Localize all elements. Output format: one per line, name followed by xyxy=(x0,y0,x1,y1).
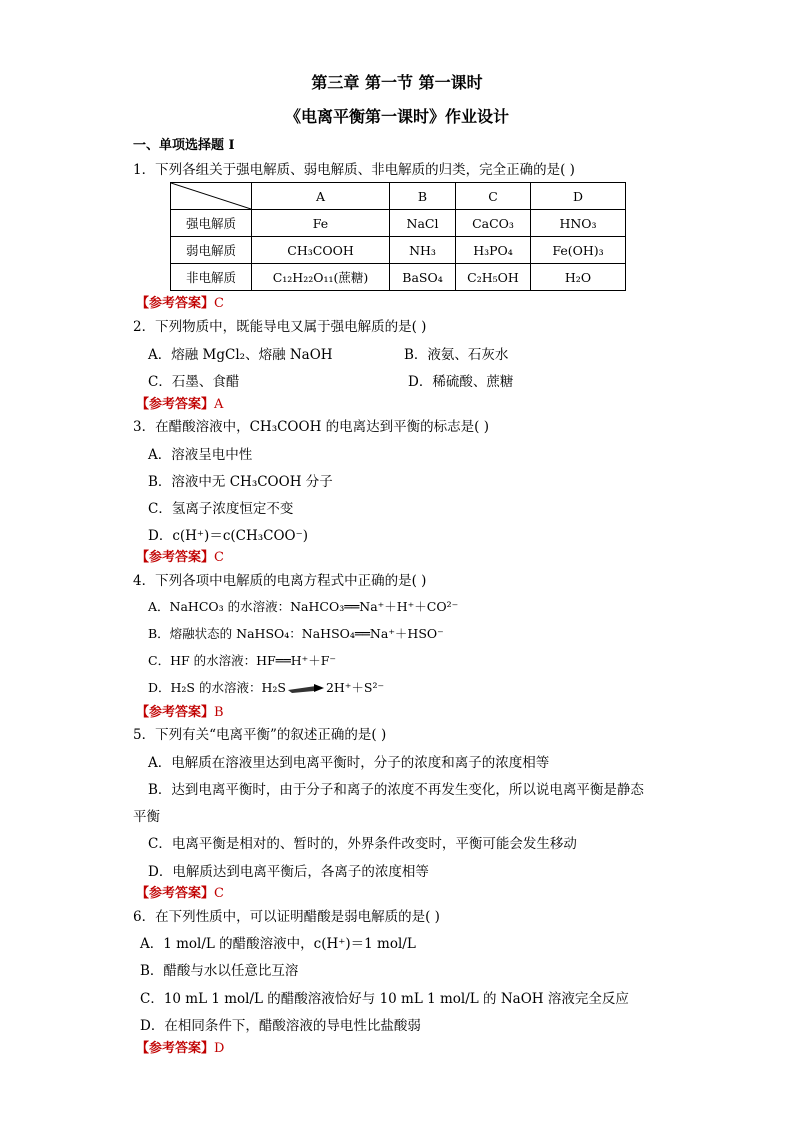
table-row xyxy=(171,264,626,291)
option-d-right: 2H⁺＋S²⁻ xyxy=(325,680,385,695)
option-a: A．1 mol/L 的醋酸溶液中，c(H⁺)＝1 mol/L xyxy=(140,936,416,952)
option-d: D．稀硫酸、蔗糖 xyxy=(408,374,514,390)
option-c: C．电离平衡是相对的、暂时的，外界条件改变时，平衡可能会发生移动 xyxy=(148,836,577,852)
answer-value: D xyxy=(214,1041,225,1056)
table-cell: BaSO₄ xyxy=(390,264,456,291)
row-label: 非电解质 xyxy=(171,264,252,291)
question-5-stem: 5．下列有关“电离平衡”的叙述正确的是( ) xyxy=(133,727,387,743)
question-6-stem: 6．在下列性质中，可以证明醋酸是弱电解质的是( ) xyxy=(133,909,440,925)
answer-value: A xyxy=(214,397,224,412)
option-d: D．c(H⁺)＝c(CH₃COO⁻) xyxy=(148,528,309,544)
answer-label: 【参考答案】 xyxy=(136,1041,215,1056)
classification-table xyxy=(170,182,626,291)
answer-label: 【参考答案】 xyxy=(136,550,215,565)
table-cell: C₁₂H₂₂O₁₁(蔗糖) xyxy=(252,264,390,291)
answer-label: 【参考答案】 xyxy=(136,886,215,901)
table-cell: NaCl xyxy=(390,210,456,237)
table-cell: NH₃ xyxy=(390,237,456,264)
table-cell: Fe(OH)₃ xyxy=(531,237,626,264)
page-title: 《电离平衡第一课时》作业设计 xyxy=(284,107,509,126)
table-row xyxy=(171,210,626,237)
answer-5 xyxy=(136,882,224,901)
option-c: C．石墨、食醋 xyxy=(148,374,240,390)
row-label: 强电解质 xyxy=(171,210,252,237)
table-cell: H₂O xyxy=(531,264,626,291)
table-cell: CH₃COOH xyxy=(252,237,390,264)
option-d: D．在相同条件下，醋酸溶液的导电性比盐酸弱 xyxy=(140,1018,421,1034)
option-a: A．溶液呈电中性 xyxy=(148,447,253,463)
answer-label: 【参考答案】 xyxy=(136,397,215,412)
option-a: A．熔融 MgCl₂、熔融 NaOH xyxy=(148,347,333,363)
question-2-stem: 2．下列物质中，既能导电又属于强电解质的是( ) xyxy=(133,319,427,335)
answer-label: 【参考答案】 xyxy=(136,296,215,311)
equilibrium-arrow-icon xyxy=(286,683,326,694)
section-heading: 一、单项选择题 I xyxy=(133,138,235,153)
table-corner-cell xyxy=(171,183,252,210)
option-c: C．10 mL 1 mol/L 的醋酸溶液恰好与 10 mL 1 mol/L 的 NaOH 溶液完全反应 xyxy=(140,991,629,1007)
option-b: B．液氨、石灰水 xyxy=(404,347,509,363)
column-header: A xyxy=(252,183,390,210)
table-cell: Fe xyxy=(252,210,390,237)
answer-value: B xyxy=(214,705,224,720)
column-header: D xyxy=(531,183,626,210)
column-header: B xyxy=(390,183,456,210)
option-a: A．NaHCO₃ 的水溶液：NaHCO₃══Na⁺＋H⁺＋CO²⁻ xyxy=(148,599,459,614)
option-c: C．氢离子浓度恒定不变 xyxy=(148,501,294,517)
table-cell: HNO₃ xyxy=(531,210,626,237)
option-c: C．HF 的水溶液：HF══H⁺＋F⁻ xyxy=(148,653,337,668)
answer-4 xyxy=(136,701,224,720)
option-b: B．醋酸与水以任意比互溶 xyxy=(140,963,299,979)
answer-6 xyxy=(136,1037,224,1056)
question-4-stem: 4．下列各项中电解质的电离方程式中正确的是( ) xyxy=(133,573,427,589)
option-b-continued: 平衡 xyxy=(133,809,160,825)
answer-value: C xyxy=(214,886,224,901)
option-b: B．熔融状态的 NaHSO₄：NaHSO₄══Na⁺＋HSO⁻ xyxy=(148,626,444,641)
table-row xyxy=(171,237,626,264)
table-cell: CaCO₃ xyxy=(456,210,531,237)
answer-2 xyxy=(136,393,223,412)
option-d xyxy=(148,678,384,696)
diagonal-line xyxy=(171,183,251,209)
answer-1 xyxy=(136,292,224,311)
question-3-stem: 3．在醋酸溶液中，CH₃COOH 的电离达到平衡的标志是( ) xyxy=(133,419,489,435)
option-d-left: D．H₂S 的水溶液：H₂S xyxy=(148,680,286,695)
row-label: 弱电解质 xyxy=(171,237,252,264)
answer-label: 【参考答案】 xyxy=(136,705,215,720)
option-b: B．溶液中无 CH₃COOH 分子 xyxy=(148,474,333,490)
column-header: C xyxy=(456,183,531,210)
chapter-heading: 第三章 第一节 第一课时 xyxy=(311,73,483,92)
table-cell: H₃PO₄ xyxy=(456,237,531,264)
question-1-stem: 1．下列各组关于强电解质、弱电解质、非电解质的归类，完全正确的是( ) xyxy=(133,162,575,178)
answer-value: C xyxy=(214,296,224,311)
option-a: A．电解质在溶液里达到电离平衡时，分子的浓度和离子的浓度相等 xyxy=(148,755,550,771)
answer-value: C xyxy=(214,550,224,565)
option-d: D．电解质达到电离平衡后，各离子的浓度相等 xyxy=(148,864,429,880)
option-b: B．达到电离平衡时，由于分子和离子的浓度不再发生变化，所以说电离平衡是静态 xyxy=(148,782,644,798)
answer-3 xyxy=(136,546,224,565)
table-cell: C₂H₅OH xyxy=(456,264,531,291)
